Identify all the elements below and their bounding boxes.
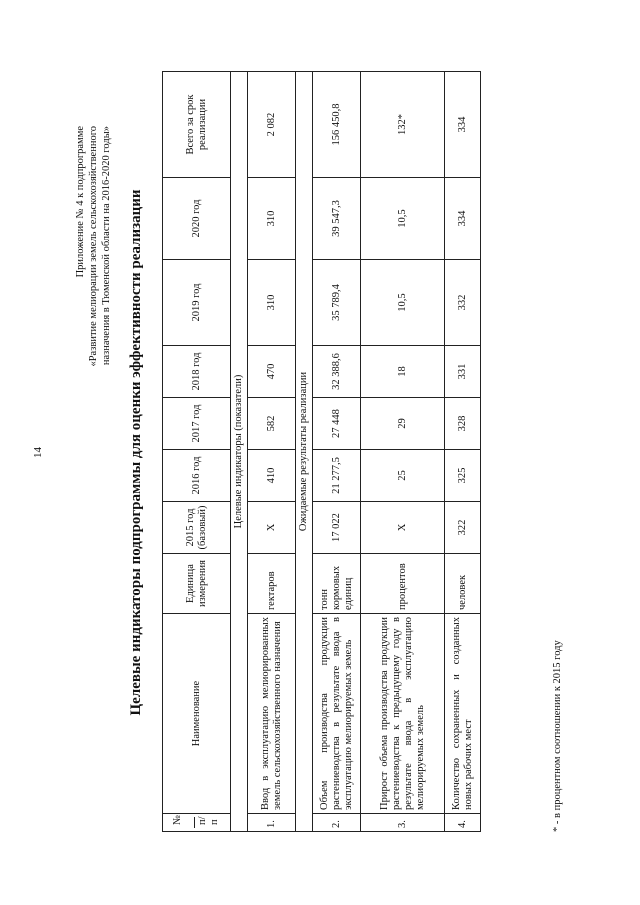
value-2015: Х — [361, 502, 445, 554]
table-row — [445, 72, 481, 832]
page-number: 14 — [32, 447, 44, 458]
row-unit: тонн кормовых единиц — [313, 554, 361, 614]
header-2016: 2016 год — [163, 450, 231, 502]
row-number: 2. — [313, 814, 361, 832]
section-row — [231, 72, 248, 832]
header-2018: 2018 год — [163, 346, 231, 398]
value-total: 2 082 — [248, 72, 296, 178]
header-number — [163, 814, 231, 832]
footnote: * - в процентном соотношении к 2015 году — [552, 640, 563, 832]
value-2019: 310 — [248, 260, 296, 346]
appendix-line-1: Приложение № 4 к подпрограмме — [75, 126, 86, 278]
value-2016: 410 — [248, 450, 296, 502]
row-unit: гектаров — [248, 554, 296, 614]
value-total: 132* — [361, 72, 445, 178]
document-title: Целевые индикаторы подпрограммы для оценки эффективности реализации — [128, 189, 144, 716]
row-unit: человек — [445, 554, 481, 614]
header-2020: 2020 год — [163, 178, 231, 260]
value-2020: 39 547,3 — [313, 178, 361, 260]
value-2015: 322 — [445, 502, 481, 554]
header-unit: Единица измерения — [163, 554, 231, 614]
row-name: Ввод в эксплуатацию мелиорированных земель сельскохозяйственного назначения — [248, 614, 296, 814]
value-2020: 310 — [248, 178, 296, 260]
appendix-line-2: «Развитие мелиорации земель сельскохозяйственного — [88, 126, 99, 367]
value-2018: 470 — [248, 346, 296, 398]
value-total: 334 — [445, 72, 481, 178]
row-name: Прирост объема производства продукции растениеводства к предыдущему году в результате ввода в эксплуатацию мелиорируемых земель — [361, 614, 445, 814]
section-target-indicators: Целевые индикаторы (показатели) — [231, 72, 248, 832]
value-2016: 25 — [361, 450, 445, 502]
row-number: 1. — [248, 814, 296, 832]
value-2018: 331 — [445, 346, 481, 398]
table-row — [248, 72, 296, 832]
value-total: 156 450,8 — [313, 72, 361, 178]
value-2017: 328 — [445, 398, 481, 450]
header-number-top: № — [170, 817, 195, 828]
value-2018: 18 — [361, 346, 445, 398]
section-expected-results: Ожидаемые результаты реализации — [296, 72, 313, 832]
header-name: Наименование — [163, 614, 231, 814]
value-2019: 332 — [445, 260, 481, 346]
value-2016: 325 — [445, 450, 481, 502]
table-header-row — [163, 72, 231, 832]
value-2015: 17 022 — [313, 502, 361, 554]
row-unit: процентов — [361, 554, 445, 614]
value-2017: 582 — [248, 398, 296, 450]
value-2020: 10,5 — [361, 178, 445, 260]
header-2019: 2019 год — [163, 260, 231, 346]
appendix-note — [74, 126, 113, 506]
row-name: Количество сохраненных и созданных новых рабочих мест — [445, 614, 481, 814]
value-2018: 32 388,6 — [313, 346, 361, 398]
row-number: 3. — [361, 814, 445, 832]
header-total: Всего за срок реализации — [163, 72, 231, 178]
value-2017: 29 — [361, 398, 445, 450]
table-row — [313, 72, 361, 832]
value-2017: 27 448 — [313, 398, 361, 450]
row-name: Объем производства продукции растениеводства в результате ввода в эксплуатацию мелиорируемых земель — [313, 614, 361, 814]
table-row — [361, 72, 445, 832]
value-2019: 35 789,4 — [313, 260, 361, 346]
value-2020: 334 — [445, 178, 481, 260]
section-row — [296, 72, 313, 832]
appendix-line-3: назначения в Тюменской области на 2016-2020 годы» — [101, 126, 112, 366]
header-2015: 2015 год (базовый) — [163, 502, 231, 554]
value-2016: 21 277,5 — [313, 450, 361, 502]
header-number-bottom: п/п — [197, 816, 220, 825]
value-2019: 10,5 — [361, 260, 445, 346]
header-2017: 2017 год — [163, 398, 231, 450]
row-number: 4. — [445, 814, 481, 832]
value-2015: Х — [248, 502, 296, 554]
indicators-table — [162, 71, 481, 832]
